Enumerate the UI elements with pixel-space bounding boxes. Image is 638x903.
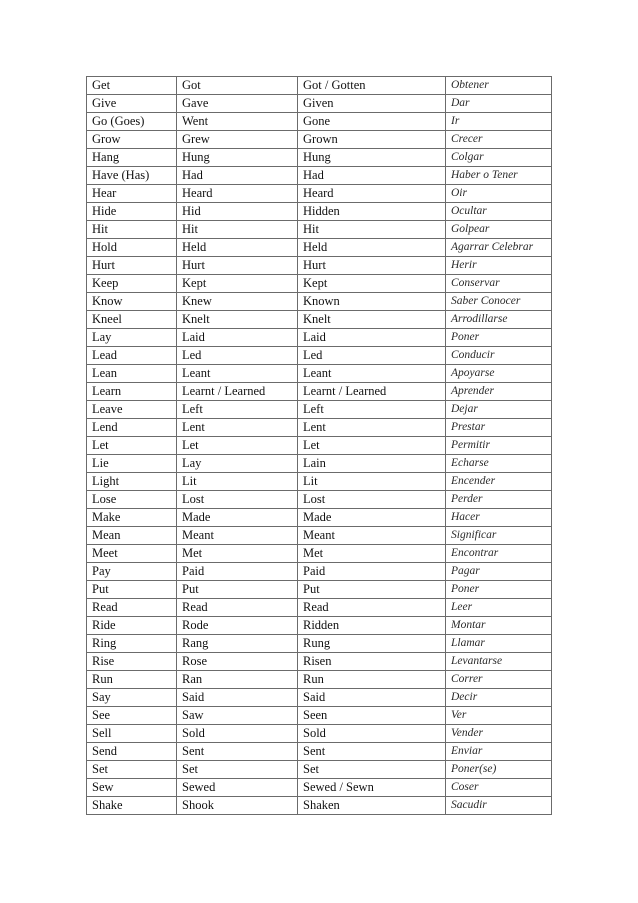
base-form-cell: Give — [87, 95, 177, 113]
spanish-translation-cell: Significar — [446, 527, 552, 545]
past-participle-cell: Given — [298, 95, 446, 113]
base-form-cell: Lend — [87, 419, 177, 437]
spanish-translation-cell: Vender — [446, 725, 552, 743]
table-row — [87, 563, 552, 581]
spanish-translation-cell: Ver — [446, 707, 552, 725]
base-form-cell: Go (Goes) — [87, 113, 177, 131]
past-simple-cell: Rode — [177, 617, 298, 635]
base-form-cell: Kneel — [87, 311, 177, 329]
table-row — [87, 527, 552, 545]
past-simple-cell: Said — [177, 689, 298, 707]
past-simple-cell: Heard — [177, 185, 298, 203]
table-row — [87, 401, 552, 419]
past-participle-cell: Sold — [298, 725, 446, 743]
past-simple-cell: Left — [177, 401, 298, 419]
base-form-cell: Say — [87, 689, 177, 707]
past-participle-cell: Meant — [298, 527, 446, 545]
past-participle-cell: Read — [298, 599, 446, 617]
past-participle-cell: Hung — [298, 149, 446, 167]
past-simple-cell: Lit — [177, 473, 298, 491]
base-form-cell: Sell — [87, 725, 177, 743]
past-simple-cell: Laid — [177, 329, 298, 347]
table-row — [87, 473, 552, 491]
past-participle-cell: Heard — [298, 185, 446, 203]
base-form-cell: Send — [87, 743, 177, 761]
past-participle-cell: Got / Gotten — [298, 77, 446, 95]
table-row — [87, 725, 552, 743]
spanish-translation-cell: Obtener — [446, 77, 552, 95]
table-row — [87, 761, 552, 779]
base-form-cell: Hide — [87, 203, 177, 221]
base-form-cell: Know — [87, 293, 177, 311]
spanish-translation-cell: Herir — [446, 257, 552, 275]
past-participle-cell: Left — [298, 401, 446, 419]
base-form-cell: Let — [87, 437, 177, 455]
past-participle-cell: Ridden — [298, 617, 446, 635]
spanish-translation-cell: Correr — [446, 671, 552, 689]
table-row — [87, 491, 552, 509]
base-form-cell: Lie — [87, 455, 177, 473]
table-row — [87, 599, 552, 617]
table-row — [87, 617, 552, 635]
base-form-cell: Learn — [87, 383, 177, 401]
spanish-translation-cell: Conservar — [446, 275, 552, 293]
spanish-translation-cell: Sacudir — [446, 797, 552, 815]
past-participle-cell: Lain — [298, 455, 446, 473]
past-simple-cell: Knelt — [177, 311, 298, 329]
spanish-translation-cell: Aprender — [446, 383, 552, 401]
past-simple-cell: Leant — [177, 365, 298, 383]
past-participle-cell: Gone — [298, 113, 446, 131]
table-row — [87, 545, 552, 563]
past-participle-cell: Known — [298, 293, 446, 311]
table-row — [87, 275, 552, 293]
table-row — [87, 671, 552, 689]
table-row — [87, 203, 552, 221]
past-participle-cell: Lit — [298, 473, 446, 491]
table-row — [87, 239, 552, 257]
past-simple-cell: Read — [177, 599, 298, 617]
base-form-cell: Ring — [87, 635, 177, 653]
table-row — [87, 419, 552, 437]
past-simple-cell: Lay — [177, 455, 298, 473]
spanish-translation-cell: Encontrar — [446, 545, 552, 563]
base-form-cell: Put — [87, 581, 177, 599]
base-form-cell: Hurt — [87, 257, 177, 275]
past-simple-cell: Had — [177, 167, 298, 185]
spanish-translation-cell: Llamar — [446, 635, 552, 653]
table-row — [87, 221, 552, 239]
spanish-translation-cell: Apoyarse — [446, 365, 552, 383]
past-participle-cell: Grown — [298, 131, 446, 149]
past-participle-cell: Sent — [298, 743, 446, 761]
table-row — [87, 779, 552, 797]
past-participle-cell: Made — [298, 509, 446, 527]
table-row — [87, 329, 552, 347]
base-form-cell: Set — [87, 761, 177, 779]
past-participle-cell: Lost — [298, 491, 446, 509]
past-participle-cell: Let — [298, 437, 446, 455]
base-form-cell: Pay — [87, 563, 177, 581]
past-simple-cell: Made — [177, 509, 298, 527]
spanish-translation-cell: Encender — [446, 473, 552, 491]
past-participle-cell: Run — [298, 671, 446, 689]
spanish-translation-cell: Conducir — [446, 347, 552, 365]
past-simple-cell: Let — [177, 437, 298, 455]
base-form-cell: Hit — [87, 221, 177, 239]
past-participle-cell: Risen — [298, 653, 446, 671]
table-row — [87, 113, 552, 131]
spanish-translation-cell: Dejar — [446, 401, 552, 419]
base-form-cell: See — [87, 707, 177, 725]
past-participle-cell: Hit — [298, 221, 446, 239]
past-simple-cell: Met — [177, 545, 298, 563]
table-row — [87, 185, 552, 203]
past-participle-cell: Held — [298, 239, 446, 257]
table-row — [87, 131, 552, 149]
base-form-cell: Lead — [87, 347, 177, 365]
past-participle-cell: Put — [298, 581, 446, 599]
past-simple-cell: Kept — [177, 275, 298, 293]
base-form-cell: Lose — [87, 491, 177, 509]
past-participle-cell: Kept — [298, 275, 446, 293]
base-form-cell: Meet — [87, 545, 177, 563]
table-row — [87, 509, 552, 527]
past-participle-cell: Hidden — [298, 203, 446, 221]
spanish-translation-cell: Montar — [446, 617, 552, 635]
base-form-cell: Run — [87, 671, 177, 689]
base-form-cell: Shake — [87, 797, 177, 815]
spanish-translation-cell: Decir — [446, 689, 552, 707]
past-simple-cell: Rose — [177, 653, 298, 671]
past-simple-cell: Saw — [177, 707, 298, 725]
past-simple-cell: Hung — [177, 149, 298, 167]
table-row — [87, 455, 552, 473]
past-simple-cell: Got — [177, 77, 298, 95]
base-form-cell: Read — [87, 599, 177, 617]
spanish-translation-cell: Colgar — [446, 149, 552, 167]
past-participle-cell: Had — [298, 167, 446, 185]
past-simple-cell: Gave — [177, 95, 298, 113]
past-participle-cell: Learnt / Learned — [298, 383, 446, 401]
base-form-cell: Sew — [87, 779, 177, 797]
spanish-translation-cell: Ir — [446, 113, 552, 131]
table-row — [87, 293, 552, 311]
base-form-cell: Mean — [87, 527, 177, 545]
table-row — [87, 707, 552, 725]
base-form-cell: Keep — [87, 275, 177, 293]
past-simple-cell: Meant — [177, 527, 298, 545]
past-participle-cell: Leant — [298, 365, 446, 383]
past-participle-cell: Hurt — [298, 257, 446, 275]
past-simple-cell: Lost — [177, 491, 298, 509]
past-participle-cell: Lent — [298, 419, 446, 437]
past-simple-cell: Hit — [177, 221, 298, 239]
past-participle-cell: Sewed / Sewn — [298, 779, 446, 797]
table-row — [87, 77, 552, 95]
base-form-cell: Grow — [87, 131, 177, 149]
past-simple-cell: Sewed — [177, 779, 298, 797]
spanish-translation-cell: Hacer — [446, 509, 552, 527]
past-simple-cell: Hid — [177, 203, 298, 221]
past-simple-cell: Hurt — [177, 257, 298, 275]
past-simple-cell: Lent — [177, 419, 298, 437]
past-simple-cell: Put — [177, 581, 298, 599]
past-participle-cell: Knelt — [298, 311, 446, 329]
base-form-cell: Hang — [87, 149, 177, 167]
base-form-cell: Lean — [87, 365, 177, 383]
spanish-translation-cell: Haber o Tener — [446, 167, 552, 185]
table-row — [87, 635, 552, 653]
past-simple-cell: Rang — [177, 635, 298, 653]
base-form-cell: Ride — [87, 617, 177, 635]
table-row — [87, 257, 552, 275]
past-participle-cell: Shaken — [298, 797, 446, 815]
spanish-translation-cell: Agarrar Celebrar — [446, 239, 552, 257]
spanish-translation-cell: Echarse — [446, 455, 552, 473]
past-participle-cell: Led — [298, 347, 446, 365]
spanish-translation-cell: Levantarse — [446, 653, 552, 671]
past-simple-cell: Ran — [177, 671, 298, 689]
base-form-cell: Rise — [87, 653, 177, 671]
table-row — [87, 743, 552, 761]
spanish-translation-cell: Oir — [446, 185, 552, 203]
table-row — [87, 311, 552, 329]
past-simple-cell: Paid — [177, 563, 298, 581]
spanish-translation-cell: Poner(se) — [446, 761, 552, 779]
table-row — [87, 653, 552, 671]
past-simple-cell: Led — [177, 347, 298, 365]
past-simple-cell: Shook — [177, 797, 298, 815]
table-row — [87, 347, 552, 365]
past-simple-cell: Set — [177, 761, 298, 779]
past-simple-cell: Sent — [177, 743, 298, 761]
past-simple-cell: Sold — [177, 725, 298, 743]
past-participle-cell: Seen — [298, 707, 446, 725]
past-participle-cell: Set — [298, 761, 446, 779]
past-participle-cell: Met — [298, 545, 446, 563]
past-simple-cell: Learnt / Learned — [177, 383, 298, 401]
base-form-cell: Get — [87, 77, 177, 95]
table-row — [87, 383, 552, 401]
base-form-cell: Light — [87, 473, 177, 491]
past-simple-cell: Knew — [177, 293, 298, 311]
spanish-translation-cell: Enviar — [446, 743, 552, 761]
table-row — [87, 581, 552, 599]
base-form-cell: Lay — [87, 329, 177, 347]
spanish-translation-cell: Permitir — [446, 437, 552, 455]
spanish-translation-cell: Pagar — [446, 563, 552, 581]
spanish-translation-cell: Arrodillarse — [446, 311, 552, 329]
past-participle-cell: Laid — [298, 329, 446, 347]
table-row — [87, 689, 552, 707]
past-participle-cell: Said — [298, 689, 446, 707]
spanish-translation-cell: Coser — [446, 779, 552, 797]
table-row — [87, 149, 552, 167]
table-row — [87, 437, 552, 455]
base-form-cell: Hold — [87, 239, 177, 257]
table-row — [87, 797, 552, 815]
spanish-translation-cell: Poner — [446, 581, 552, 599]
past-simple-cell: Held — [177, 239, 298, 257]
spanish-translation-cell: Saber Conocer — [446, 293, 552, 311]
table-row — [87, 95, 552, 113]
past-simple-cell: Grew — [177, 131, 298, 149]
spanish-translation-cell: Poner — [446, 329, 552, 347]
spanish-translation-cell: Perder — [446, 491, 552, 509]
base-form-cell: Make — [87, 509, 177, 527]
past-participle-cell: Paid — [298, 563, 446, 581]
base-form-cell: Hear — [87, 185, 177, 203]
table-row — [87, 365, 552, 383]
irregular-verbs-table — [86, 76, 552, 815]
base-form-cell: Have (Has) — [87, 167, 177, 185]
base-form-cell: Leave — [87, 401, 177, 419]
spanish-translation-cell: Golpear — [446, 221, 552, 239]
spanish-translation-cell: Dar — [446, 95, 552, 113]
table-row — [87, 167, 552, 185]
past-participle-cell: Rung — [298, 635, 446, 653]
spanish-translation-cell: Leer — [446, 599, 552, 617]
past-simple-cell: Went — [177, 113, 298, 131]
verb-table-body — [87, 77, 552, 815]
spanish-translation-cell: Crecer — [446, 131, 552, 149]
spanish-translation-cell: Prestar — [446, 419, 552, 437]
spanish-translation-cell: Ocultar — [446, 203, 552, 221]
